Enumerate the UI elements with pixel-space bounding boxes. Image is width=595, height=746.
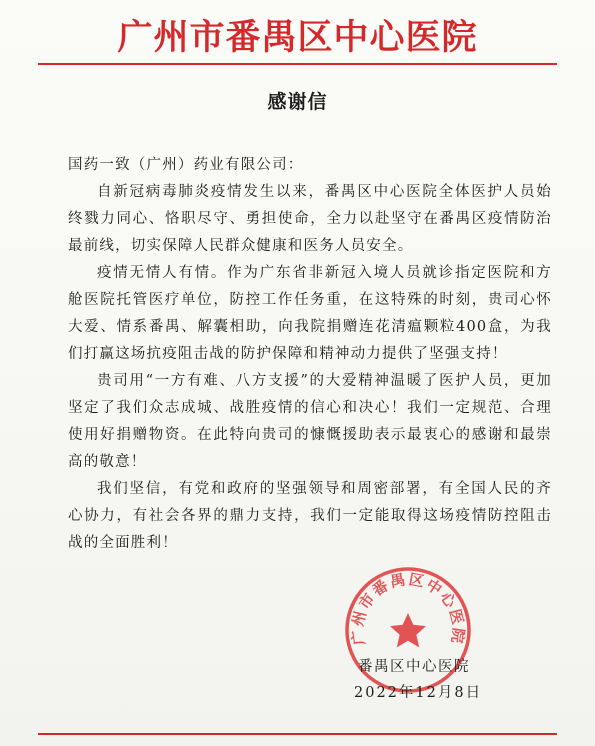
salutation: 国药一致（广州）药业有限公司：: [68, 157, 304, 173]
seal-text: 广州市番禺区中心医院: [348, 570, 468, 647]
letterhead-rule: [38, 63, 557, 65]
paragraph-4: 我们坚信，有党和政府的坚强领导和周密部署，有全国人民的齐心协力，有社会各界的鼎力支持，我们一定能取得这场疫情防控阻击战的全面胜利！: [68, 481, 552, 551]
star-icon: [390, 613, 426, 647]
letter-body: [68, 152, 552, 557]
letter-date: 2022年12月8日: [354, 685, 483, 701]
footer-rule: [38, 733, 557, 735]
paragraph-3: 贵司用“一方有难、八方支援”的大爱精神温暖了医护人员，更加坚定了我们众志成城、战胜疫情的信心和决心！我们一定规范、合理使用好捐赠物资。在此特向贵司的慷慨援助表示最衷心的感谢和最崇高的敬意！: [68, 373, 552, 470]
letter-title: 感谢信: [267, 91, 328, 113]
paragraph-1: 自新冠病毒肺炎疫情发生以来，番禺区中心医院全体医护人员始终戮力同心、恪职尽守、勇担使命，全力以赴坚守在番禺区疫情防治最前线，切实保障人民群众健康和医务人员安全。: [68, 184, 552, 254]
paragraph-2: 疫情无情人有情。作为广东省非新冠入境人员就诊指定医院和方舱医院托管医疗单位，防控工作任务重，在这特殊的时刻，贵司心怀大爱、情系番禺、解囊相助，向我院捐赠连花清瘟颗粒400盒，为我们打赢这场抗疫阻击战的防护保障和精神动力提供了坚强支持！: [68, 265, 552, 362]
letterhead-org-name: 广州市番禺区中心医院: [117, 18, 478, 58]
signature: 番禺区中心医院: [358, 659, 470, 675]
